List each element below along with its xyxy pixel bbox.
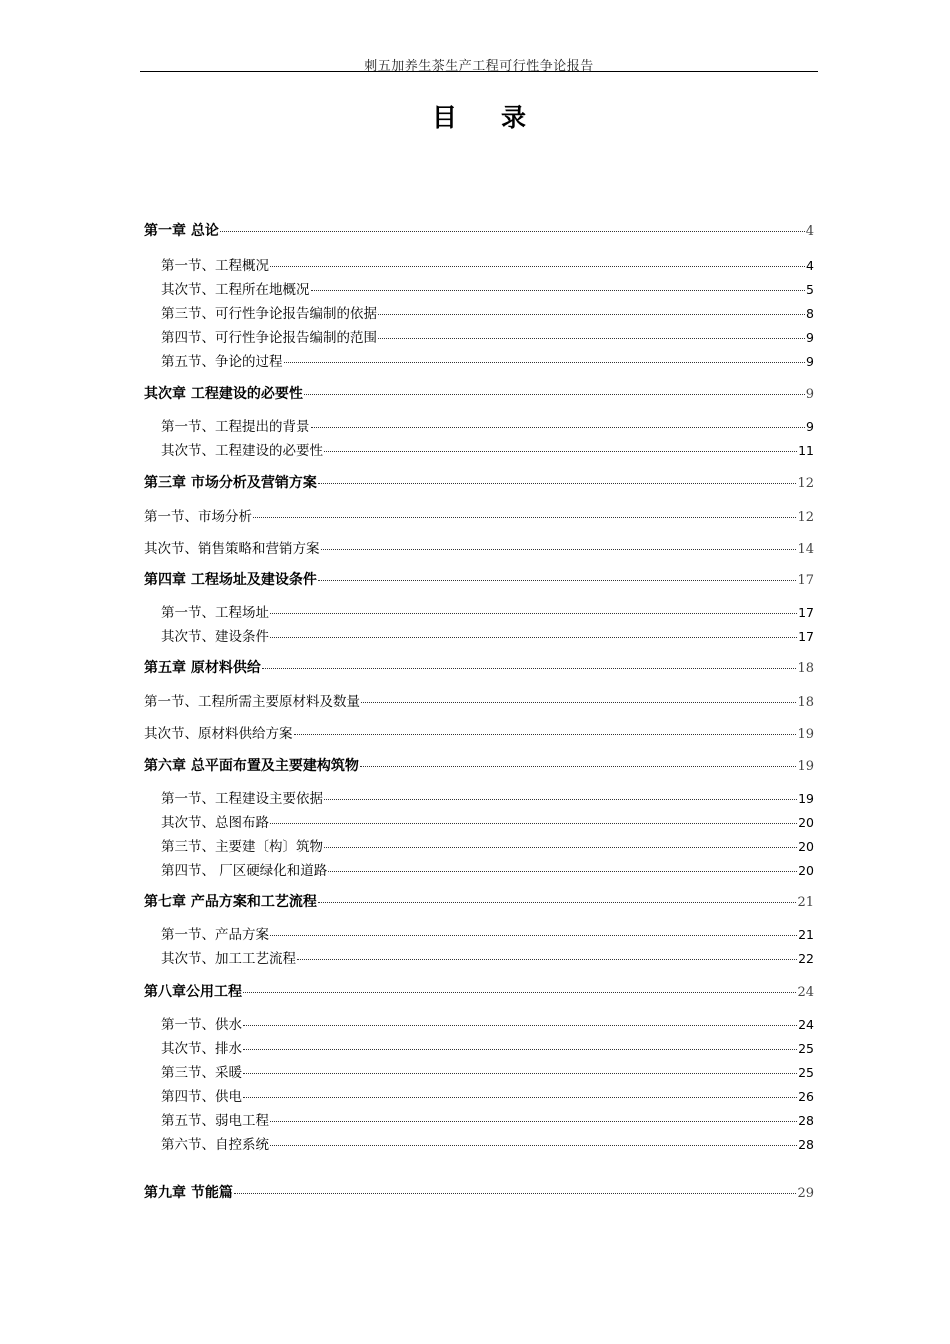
toc-dot-leader <box>324 799 797 800</box>
toc-page-number: 19 <box>797 727 814 742</box>
toc-entry-label: 第六节、自控系统 <box>161 1137 269 1153</box>
toc-page-number: 11 <box>798 443 814 458</box>
toc-page-number: 28 <box>798 1113 814 1128</box>
toc-entry-label: 第一节、工程所需主要原材料及数量 <box>144 694 360 710</box>
toc-dot-leader <box>270 1121 797 1122</box>
toc-page-number: 17 <box>797 573 814 588</box>
toc-section-entry[interactable] <box>161 1013 814 1033</box>
toc-page-number: 19 <box>797 759 814 774</box>
toc-dot-leader <box>270 613 797 614</box>
toc-page-number: 14 <box>797 542 814 557</box>
toc-section-entry[interactable] <box>161 326 814 346</box>
toc-section-entry[interactable] <box>161 835 814 855</box>
toc-entry-label: 第六章 总平面布置及主要建构筑物 <box>144 758 359 774</box>
toc-page-number: 9 <box>805 387 814 402</box>
running-header: 刺五加养生茶生产工程可行性争论报告 <box>364 59 594 74</box>
toc-page-number: 24 <box>797 985 814 1000</box>
toc-section-entry[interactable] <box>144 722 814 742</box>
toc-section-entry[interactable] <box>161 1133 814 1153</box>
toc-entry-label: 第一节、工程建设主要依据 <box>161 791 323 807</box>
toc-dot-leader <box>311 290 806 291</box>
toc-entry-label: 第一节、工程提出的背景 <box>161 419 310 435</box>
toc-entry-label: 其次节、加工工艺流程 <box>161 951 296 967</box>
toc-dot-leader <box>220 231 805 232</box>
toc-page-number: 8 <box>806 306 814 321</box>
toc-dot-leader <box>270 935 797 936</box>
toc-dot-leader <box>294 734 797 735</box>
toc-page-number: 18 <box>797 661 814 676</box>
toc-entry-label: 其次节、建设条件 <box>161 629 269 645</box>
toc-page-number: 9 <box>806 354 814 369</box>
toc-page-number: 4 <box>806 258 814 273</box>
toc-chapter-entry[interactable] <box>144 755 814 775</box>
toc-dot-leader <box>270 823 797 824</box>
toc-dot-leader <box>324 451 797 452</box>
toc-entry-label: 第三章 市场分析及营销方案 <box>144 475 317 491</box>
toc-dot-leader <box>234 1193 797 1194</box>
toc-dot-leader <box>378 314 805 315</box>
toc-section-entry[interactable] <box>161 811 814 831</box>
toc-dot-leader <box>378 338 805 339</box>
toc-page-number: 26 <box>798 1089 814 1104</box>
toc-entry-label: 第八章公用工程 <box>144 984 242 1000</box>
toc-page-number: 28 <box>798 1137 814 1152</box>
toc-dot-leader <box>243 1025 797 1026</box>
page-title: 目录 <box>431 103 570 132</box>
toc-entry-label: 第九章 节能篇 <box>144 1185 233 1201</box>
toc-page-number: 21 <box>798 927 814 942</box>
toc-section-entry[interactable] <box>144 505 814 525</box>
toc-dot-leader <box>270 266 805 267</box>
toc-section-entry[interactable] <box>161 350 814 370</box>
toc-dot-leader <box>318 580 797 581</box>
toc-entry-label: 其次节、总图布路 <box>161 815 269 831</box>
toc-entry-label: 其次节、原材料供给方案 <box>144 726 293 742</box>
toc-entry-label: 第一章 总论 <box>144 223 219 239</box>
toc-entry-label: 其次节、工程所在地概况 <box>161 282 310 298</box>
toc-entry-label: 第五节、弱电工程 <box>161 1113 269 1129</box>
toc-page-number: 20 <box>798 863 814 878</box>
toc-chapter-entry[interactable] <box>144 383 814 403</box>
toc-page-number: 17 <box>798 605 814 620</box>
toc-dot-leader <box>361 702 796 703</box>
toc-entry-label: 第四节、 厂区硬绿化和道路 <box>161 863 328 879</box>
toc-page-number: 4 <box>805 224 814 239</box>
toc-page-number: 9 <box>806 419 814 434</box>
toc-page-number: 20 <box>798 815 814 830</box>
toc-section-entry[interactable] <box>144 537 814 557</box>
toc-dot-leader <box>318 902 797 903</box>
toc-dot-leader <box>243 1049 797 1050</box>
toc-section-entry[interactable] <box>161 625 814 645</box>
toc-dot-leader <box>253 517 796 518</box>
toc-page-number: 12 <box>797 510 814 525</box>
toc-chapter-entry[interactable] <box>144 981 814 1001</box>
toc-section-entry[interactable] <box>161 1037 814 1057</box>
toc-entry-label: 第三节、主要建〔构〕筑物 <box>161 839 323 855</box>
toc-entry-label: 第五章 原材料供给 <box>144 660 261 676</box>
toc-page-number: 17 <box>798 629 814 644</box>
toc-dot-leader <box>270 637 797 638</box>
toc-page-number: 21 <box>797 895 814 910</box>
toc-entry-label: 第七章 产品方案和工艺流程 <box>144 894 317 910</box>
toc-dot-leader <box>321 549 797 550</box>
toc-entry-label: 第三节、采暖 <box>161 1065 242 1081</box>
toc-page-number: 29 <box>797 1186 814 1201</box>
toc-chapter-entry[interactable] <box>144 891 814 911</box>
toc-section-entry[interactable] <box>161 439 814 459</box>
toc-entry-label: 第一节、市场分析 <box>144 509 252 525</box>
toc-section-entry[interactable] <box>161 302 814 322</box>
toc-dot-leader <box>284 362 806 363</box>
toc-entry-label: 其次章 工程建设的必要性 <box>144 386 303 402</box>
toc-section-entry[interactable] <box>161 278 814 298</box>
toc-page-number: 9 <box>806 330 814 345</box>
toc-page-number: 5 <box>806 282 814 297</box>
toc-page-number: 22 <box>798 951 814 966</box>
toc-section-entry[interactable] <box>161 859 814 879</box>
toc-entry-label: 第三节、可行性争论报告编制的依据 <box>161 306 377 322</box>
toc-section-entry[interactable] <box>161 923 814 943</box>
toc-dot-leader <box>318 483 797 484</box>
toc-chapter-entry[interactable] <box>144 472 814 492</box>
toc-chapter-entry[interactable] <box>144 220 814 240</box>
toc-section-entry[interactable] <box>161 1109 814 1129</box>
toc-dot-leader <box>304 394 805 395</box>
toc-dot-leader <box>360 766 797 767</box>
toc-dot-leader <box>270 1145 797 1146</box>
toc-page-number: 25 <box>798 1041 814 1056</box>
toc-entry-label: 第四节、可行性争论报告编制的范围 <box>161 330 377 346</box>
toc-dot-leader <box>297 959 797 960</box>
toc-section-entry[interactable] <box>144 690 814 710</box>
toc-page-number: 18 <box>797 695 814 710</box>
toc-entry-label: 第一节、工程概况 <box>161 258 269 274</box>
toc-page-number: 19 <box>798 791 814 806</box>
toc-entry-label: 第四章 工程场址及建设条件 <box>144 572 317 588</box>
toc-chapter-entry[interactable] <box>144 657 814 677</box>
toc-entry-label: 其次节、排水 <box>161 1041 242 1057</box>
toc-entry-label: 第一节、产品方案 <box>161 927 269 943</box>
toc-page-number: 12 <box>797 476 814 491</box>
toc-entry-label: 第一节、供水 <box>161 1017 242 1033</box>
toc-dot-leader <box>328 871 797 872</box>
toc-dot-leader <box>311 427 806 428</box>
toc-dot-leader <box>243 992 796 993</box>
toc-chapter-entry[interactable] <box>144 569 814 589</box>
toc-entry-label: 第四节、供电 <box>161 1089 242 1105</box>
toc-entry-label: 其次节、销售策略和营销方案 <box>144 541 320 557</box>
toc-chapter-entry[interactable] <box>144 1182 814 1202</box>
toc-section-entry[interactable] <box>161 601 814 621</box>
toc-section-entry[interactable] <box>161 787 814 807</box>
toc-section-entry[interactable] <box>161 1085 814 1105</box>
toc-page-number: 25 <box>798 1065 814 1080</box>
toc-entry-label: 第五节、争论的过程 <box>161 354 283 370</box>
toc-entry-label: 第一节、工程场址 <box>161 605 269 621</box>
toc-section-entry[interactable] <box>161 947 814 967</box>
toc-page-number: 20 <box>798 839 814 854</box>
toc-section-entry[interactable] <box>161 254 814 274</box>
toc-dot-leader <box>262 668 797 669</box>
toc-dot-leader <box>243 1097 797 1098</box>
toc-section-entry[interactable] <box>161 415 814 435</box>
toc-section-entry[interactable] <box>161 1061 814 1081</box>
toc-dot-leader <box>243 1073 797 1074</box>
toc-dot-leader <box>324 847 797 848</box>
toc-page-number: 24 <box>798 1017 814 1032</box>
toc-entry-label: 其次节、工程建设的必要性 <box>161 443 323 459</box>
